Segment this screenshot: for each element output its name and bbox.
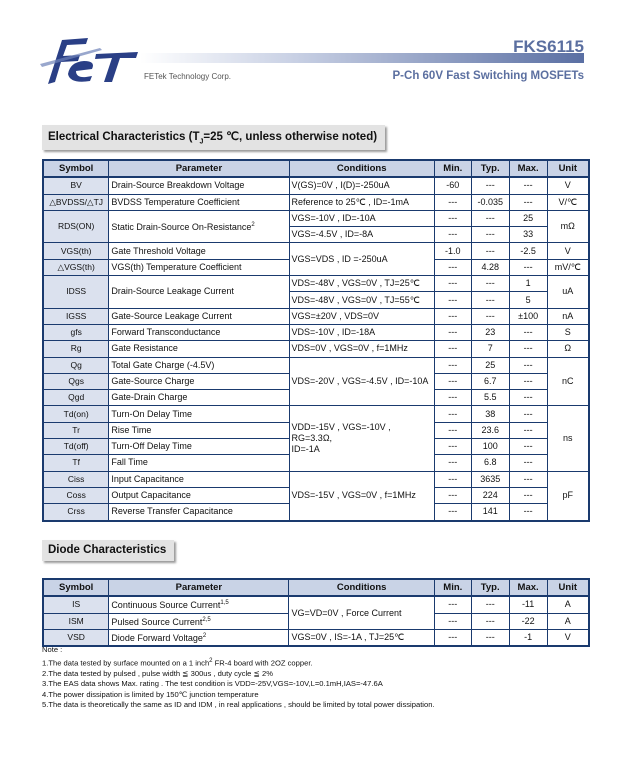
min-cell: --- [434, 276, 471, 292]
typ-cell: 23 [471, 324, 509, 340]
fetek-logo [40, 34, 140, 86]
typ-cell: 25 [471, 357, 509, 373]
unit-cell: V [547, 629, 589, 646]
max-cell: --- [509, 341, 547, 357]
parameter-cell: Output Capacitance [109, 487, 289, 503]
min-cell: -1.0 [434, 243, 471, 259]
note-item: 1.The data tested by surface mounted on a 1 inch$^2$ FR-4 board with 2OZ copper. [42, 657, 313, 668]
table-row [43, 357, 589, 373]
parameter-cell: Rise Time [109, 422, 289, 438]
condition-cell: VDS=-48V , VGS=0V , TJ=25℃ [289, 276, 434, 292]
parameter-cell: Gate Threshold Voltage [109, 243, 289, 259]
table-row [43, 194, 589, 210]
unit-cell: S [547, 324, 589, 340]
unit-cell: Ω [547, 341, 589, 357]
min-cell: --- [434, 439, 471, 455]
notes-heading: Note : [42, 645, 63, 654]
parameter-cell: Input Capacitance [109, 471, 289, 487]
condition-cell: VG=VD=0V , Force Current [289, 596, 434, 629]
min-cell: --- [434, 324, 471, 340]
typ-cell: -0.035 [471, 194, 509, 210]
unit-cell: uA [547, 276, 589, 309]
notes-block [42, 645, 435, 711]
part-number: FKS6115 [513, 37, 584, 56]
col-header: Conditions [289, 160, 434, 177]
max-cell: --- [509, 194, 547, 210]
typ-cell: --- [471, 177, 509, 194]
note-item: 4.The power dissipation is limited by 150℃ junction temperature [42, 689, 259, 699]
col-header: Symbol [43, 160, 109, 177]
min-cell: --- [434, 341, 471, 357]
symbol-cell: IGSS [43, 308, 109, 324]
min-cell: --- [434, 210, 471, 226]
min-cell: --- [434, 613, 471, 629]
max-cell: --- [509, 487, 547, 503]
parameter-cell: VGS(th) Temperature Coefficient [109, 259, 289, 275]
symbol-cell: Qgd [43, 390, 109, 406]
symbol-cell: VSD [43, 629, 109, 646]
typ-cell: 6.7 [471, 373, 509, 389]
note-item: 2.The data tested by pulsed , pulse width ≦ 300us , duty cycle ≦ 2% [42, 668, 273, 678]
typ-cell: --- [471, 276, 509, 292]
parameter-cell: Gate-Drain Charge [109, 390, 289, 406]
section-title-diode: Diode Characteristics [42, 540, 174, 561]
unit-cell: ns [547, 406, 589, 471]
symbol-cell: IDSS [43, 276, 109, 309]
typ-cell: 224 [471, 487, 509, 503]
table-row [43, 324, 589, 340]
max-cell: --- [509, 390, 547, 406]
condition-cell: VGS=-10V , ID=-10A [289, 210, 434, 226]
min-cell: --- [434, 487, 471, 503]
min-cell: --- [434, 471, 471, 487]
note-item: 3.The EAS data shows Max. rating . The test condition is VDD=-25V,VGS=-10V,L=0.1mH,IAS=-47.6A [42, 679, 383, 689]
section-title-electrical: Electrical Characteristics ($T_J=25$ ℃, unless otherwise noted) [42, 125, 385, 150]
parameter-cell: Continuous Source Current$^{1,5}$ [109, 596, 289, 613]
min-cell: --- [434, 194, 471, 210]
condition-cell: VDS=0V , VGS=0V , f=1MHz [289, 341, 434, 357]
symbol-cell: Td(on) [43, 406, 109, 422]
typ-cell: 5.5 [471, 390, 509, 406]
parameter-cell: Turn-On Delay Time [109, 406, 289, 422]
min-cell: --- [434, 504, 471, 521]
max-cell: --- [509, 504, 547, 521]
symbol-cell: Ciss [43, 471, 109, 487]
unit-cell: A [547, 596, 589, 613]
symbol-cell: Qgs [43, 373, 109, 389]
typ-cell: --- [471, 308, 509, 324]
table-header-row [43, 160, 589, 177]
symbol-cell: Qg [43, 357, 109, 373]
typ-cell: 4.28 [471, 259, 509, 275]
min-cell: --- [434, 406, 471, 422]
col-header: Parameter [109, 579, 289, 596]
symbol-cell: ISM [43, 613, 109, 629]
typ-cell: 3635 [471, 471, 509, 487]
col-header: Symbol [43, 579, 109, 596]
max-cell: ±100 [509, 308, 547, 324]
min-cell: --- [434, 227, 471, 243]
typ-cell: --- [471, 596, 509, 613]
col-header: Max. [509, 579, 547, 596]
symbol-cell: VGS(th) [43, 243, 109, 259]
table-row [43, 471, 589, 487]
min-cell: --- [434, 357, 471, 373]
condition-cell: VDD=-15V , VGS=-10V , RG=3.3Ω, ID=-1A [289, 406, 434, 471]
table-row [43, 243, 589, 259]
symbol-cell: IS [43, 596, 109, 613]
typ-cell: --- [471, 613, 509, 629]
col-header: Conditions [289, 579, 434, 596]
typ-cell: --- [471, 227, 509, 243]
min-cell: --- [434, 455, 471, 471]
col-header: Unit [547, 160, 589, 177]
unit-cell: mΩ [547, 210, 589, 243]
max-cell: --- [509, 439, 547, 455]
document-subtitle: P-Ch 60V Fast Switching MOSFETs [392, 70, 584, 82]
condition-cell: VDS=-10V , ID=-18A [289, 324, 434, 340]
typ-cell: --- [471, 292, 509, 308]
condition-cell: VGS=0V , IS=-1A , TJ=25℃ [289, 629, 434, 646]
table-row [43, 629, 589, 646]
parameter-cell: Gate Resistance [109, 341, 289, 357]
unit-cell: A [547, 613, 589, 629]
table-row [43, 210, 589, 226]
col-header: Parameter [109, 160, 289, 177]
max-cell: -11 [509, 596, 547, 613]
parameter-cell: Total Gate Charge (-4.5V) [109, 357, 289, 373]
min-cell: --- [434, 308, 471, 324]
parameter-cell: BVDSS Temperature Coefficient [109, 194, 289, 210]
condition-cell: V(GS)=0V , I(D)=-250uA [289, 177, 434, 194]
typ-cell: 38 [471, 406, 509, 422]
col-header: Max. [509, 160, 547, 177]
typ-cell: --- [471, 629, 509, 646]
max-cell: --- [509, 471, 547, 487]
condition-cell: VGS=-4.5V , ID=-8A [289, 227, 434, 243]
typ-cell: 141 [471, 504, 509, 521]
symbol-cell: Tf [43, 455, 109, 471]
symbol-cell: RDS(ON) [43, 210, 109, 243]
parameter-cell: Fall Time [109, 455, 289, 471]
symbol-cell: Crss [43, 504, 109, 521]
table-row [43, 596, 589, 613]
parameter-cell: Turn-Off Delay Time [109, 439, 289, 455]
max-cell: --- [509, 455, 547, 471]
parameter-cell: Pulsed Source Current$^{2,5}$ [109, 613, 289, 629]
symbol-cell: gfs [43, 324, 109, 340]
condition-cell: VDS=-20V , VGS=-4.5V , ID=-10A [289, 357, 434, 406]
max-cell: -2.5 [509, 243, 547, 259]
parameter-cell: Gate-Source Charge [109, 373, 289, 389]
parameter-cell: Drain-Source Leakage Current [109, 276, 289, 309]
typ-cell: 7 [471, 341, 509, 357]
parameter-cell: Gate-Source Leakage Current [109, 308, 289, 324]
max-cell: --- [509, 406, 547, 422]
unit-cell: mV/℃ [547, 259, 589, 275]
max-cell: --- [509, 259, 547, 275]
table-row [43, 341, 589, 357]
condition-cell: VDS=-48V , VGS=0V , TJ=55℃ [289, 292, 434, 308]
min-cell: --- [434, 596, 471, 613]
symbol-cell: Rg [43, 341, 109, 357]
parameter-cell: Diode Forward Voltage$^2$ [109, 629, 289, 646]
col-header: Min. [434, 160, 471, 177]
table-row [43, 177, 589, 194]
max-cell: --- [509, 357, 547, 373]
symbol-cell: Td(off) [43, 439, 109, 455]
max-cell: --- [509, 324, 547, 340]
min-cell: --- [434, 390, 471, 406]
typ-cell: 6.8 [471, 455, 509, 471]
parameter-cell: Drain-Source Breakdown Voltage [109, 177, 289, 194]
max-cell: -1 [509, 629, 547, 646]
min-cell: -60 [434, 177, 471, 194]
parameter-cell: Forward Transconductance [109, 324, 289, 340]
table-row [43, 406, 589, 422]
typ-cell: 23.6 [471, 422, 509, 438]
col-header: Typ. [471, 579, 509, 596]
typ-cell: --- [471, 243, 509, 259]
typ-cell: --- [471, 210, 509, 226]
table-header-row [43, 579, 589, 596]
unit-cell: V/℃ [547, 194, 589, 210]
min-cell: --- [434, 373, 471, 389]
max-cell: --- [509, 177, 547, 194]
min-cell: --- [434, 629, 471, 646]
electrical-characteristics-table [42, 159, 590, 522]
symbol-cell: BV [43, 177, 109, 194]
table-row [43, 276, 589, 292]
symbol-cell: Coss [43, 487, 109, 503]
max-cell: --- [509, 422, 547, 438]
max-cell: -22 [509, 613, 547, 629]
condition-cell: VGS=±20V , VDS=0V [289, 308, 434, 324]
unit-cell: V [547, 243, 589, 259]
unit-cell: pF [547, 471, 589, 520]
max-cell: 5 [509, 292, 547, 308]
typ-cell: 100 [471, 439, 509, 455]
col-header: Unit [547, 579, 589, 596]
symbol-cell: △VGS(th) [43, 259, 109, 275]
max-cell: 1 [509, 276, 547, 292]
unit-cell: V [547, 177, 589, 194]
company-name: FETek Technology Corp. [144, 72, 232, 81]
max-cell: --- [509, 373, 547, 389]
symbol-cell: Tr [43, 422, 109, 438]
condition-cell: VDS=-15V , VGS=0V , f=1MHz [289, 471, 434, 520]
parameter-cell: Static Drain-Source On-Resistance$^2$ [109, 210, 289, 243]
col-header: Typ. [471, 160, 509, 177]
min-cell: --- [434, 292, 471, 308]
symbol-cell: △BVDSS/△TJ [43, 194, 109, 210]
min-cell: --- [434, 422, 471, 438]
table-row [43, 308, 589, 324]
col-header: Min. [434, 579, 471, 596]
max-cell: 33 [509, 227, 547, 243]
max-cell: 25 [509, 210, 547, 226]
parameter-cell: Reverse Transfer Capacitance [109, 504, 289, 521]
unit-cell: nC [547, 357, 589, 406]
diode-characteristics-table [42, 578, 590, 647]
min-cell: --- [434, 259, 471, 275]
note-item: 5.The data is theoretically the same as ID and IDM , in real applications , should be limited by total power dissipation. [42, 700, 435, 710]
unit-cell: nA [547, 308, 589, 324]
condition-cell: Reference to 25℃ , ID=-1mA [289, 194, 434, 210]
condition-cell: VGS=VDS , ID =-250uA [289, 243, 434, 276]
